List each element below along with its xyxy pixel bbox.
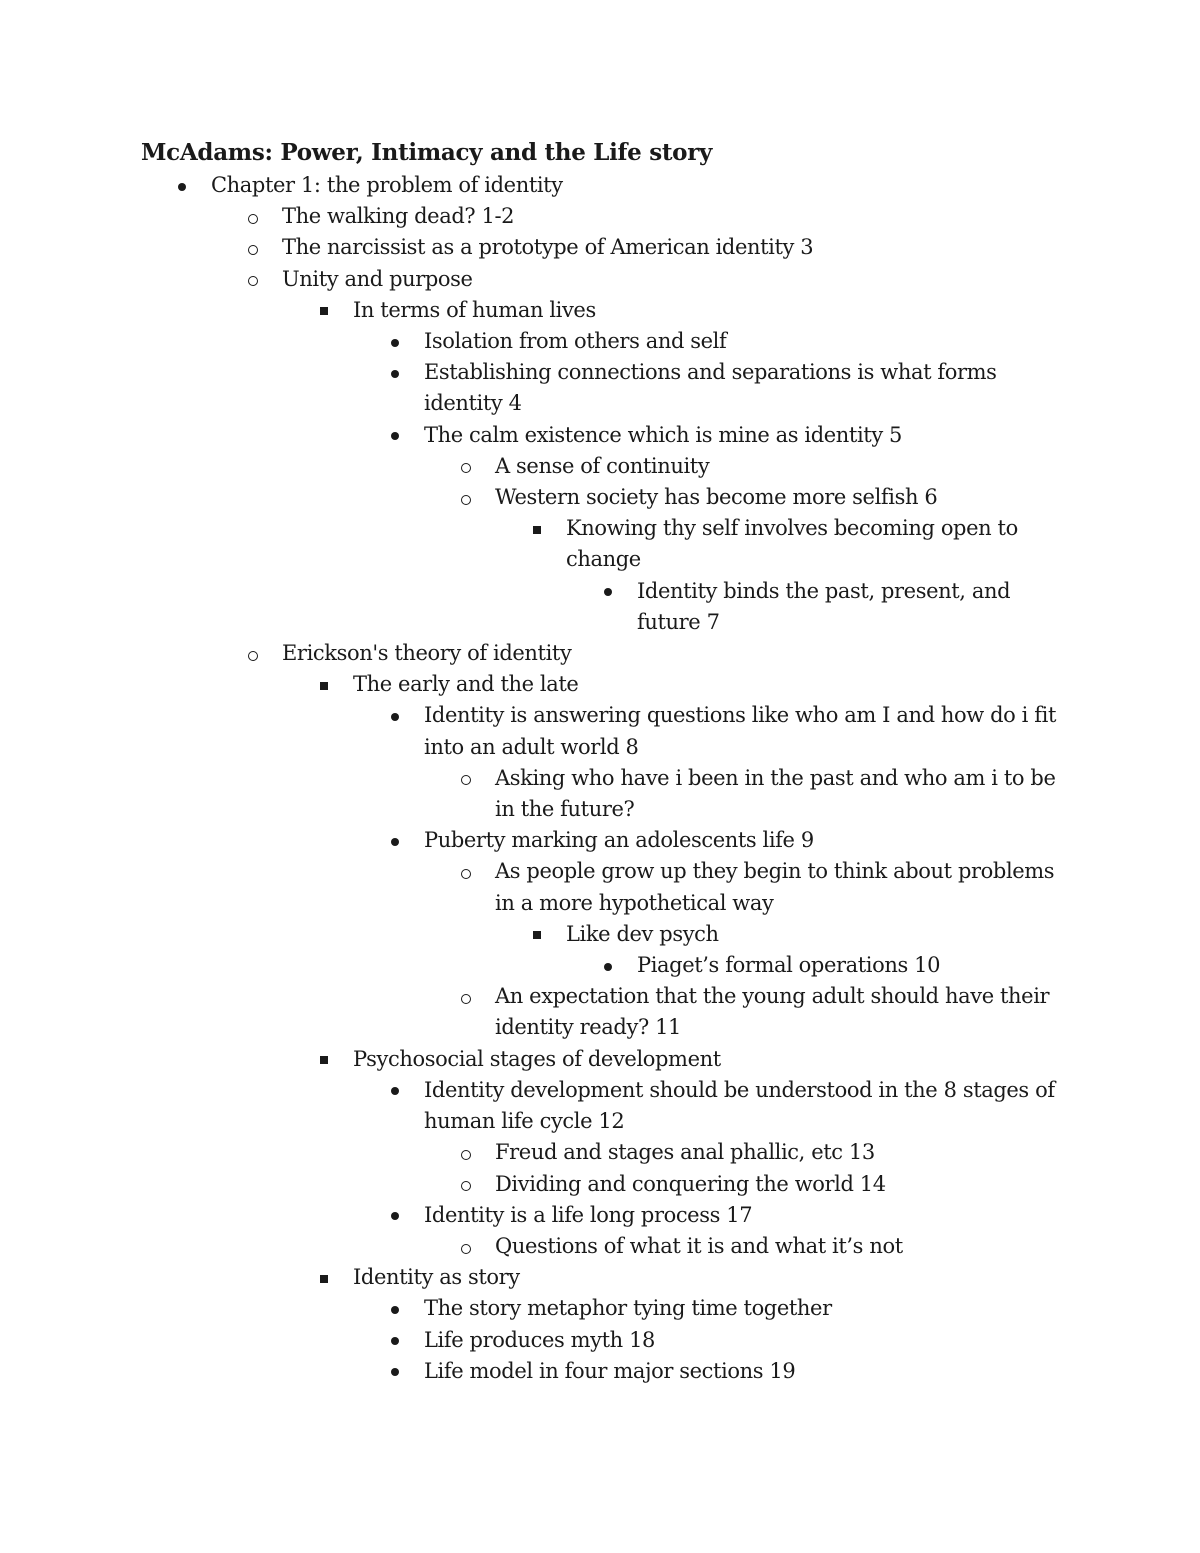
disc-bullet-icon — [388, 1325, 402, 1356]
circle-bullet-icon — [459, 482, 473, 513]
outline-item-text: Identity is answering questions like who am I and how do i fit into an adult world 8 — [424, 703, 1056, 759]
outline-item — [0, 1262, 1200, 1293]
outline-item-text: Life model in four major sections 19 — [424, 1358, 796, 1383]
disc-bullet-icon — [388, 357, 402, 388]
square-bullet-icon — [530, 513, 544, 544]
outline-item-text: Isolation from others and self — [424, 329, 727, 354]
disc-bullet-icon — [601, 950, 615, 981]
outline-item-text: The calm existence which is mine as identity 5 — [424, 422, 903, 447]
outline-item-text: Western society has become more selfish 6 — [495, 485, 938, 510]
outline-item-text: Puberty marking an adolescents life 9 — [424, 828, 814, 853]
outline-item-text: Unity and purpose — [282, 266, 473, 291]
document-title: McAdams: Power, Intimacy and the Life story — [141, 139, 713, 166]
disc-bullet-icon — [388, 1293, 402, 1324]
square-bullet-icon — [317, 669, 331, 700]
outline-item — [0, 950, 1200, 981]
outline-item — [0, 232, 1200, 263]
square-bullet-icon — [317, 1262, 331, 1293]
outline-item — [0, 576, 1200, 638]
outline-item — [0, 1075, 1200, 1137]
outline-item — [0, 1325, 1200, 1356]
outline-item — [0, 700, 1200, 762]
outline-item-text: The narcissist as a prototype of American identity 3 — [282, 235, 814, 260]
outline-item-text: In terms of human lives — [353, 297, 596, 322]
outline-item-text: Chapter 1: the problem of identity — [211, 173, 563, 197]
outline-item — [0, 482, 1200, 513]
outline-item-text: Erickson's theory of identity — [282, 641, 572, 666]
disc-bullet-icon — [175, 170, 189, 201]
circle-bullet-icon — [459, 1231, 473, 1262]
circle-bullet-icon — [459, 1137, 473, 1168]
outline-item-text: Identity development should be understood in the 8 stages of human life cycle 12 — [424, 1077, 1055, 1134]
square-bullet-icon — [317, 1044, 331, 1075]
outline-item — [0, 638, 1200, 669]
outline-item-text: The story metaphor tying time together — [424, 1296, 832, 1321]
outline-item — [0, 1293, 1200, 1324]
outline-item — [0, 1169, 1200, 1200]
outline-item-text: Psychosocial stages of development — [353, 1046, 721, 1071]
outline-item-text: Life produces myth 18 — [424, 1327, 656, 1352]
outline-item-text: The early and the late — [353, 672, 579, 697]
outline-item — [0, 1137, 1200, 1168]
outline-item — [0, 763, 1200, 825]
disc-bullet-icon — [388, 420, 402, 451]
disc-bullet-icon — [388, 1075, 402, 1106]
outline-item-text: Asking who have i been in the past and who am i to be in the future? — [495, 765, 1056, 822]
outline-item — [0, 201, 1200, 232]
outline-item — [0, 856, 1200, 918]
disc-bullet-icon — [388, 700, 402, 731]
outline-item-text: Establishing connections and separations is what forms identity 4 — [424, 360, 997, 416]
disc-bullet-icon — [388, 825, 402, 856]
outline-item — [0, 1044, 1200, 1075]
circle-bullet-icon — [459, 856, 473, 887]
circle-bullet-icon — [246, 201, 260, 232]
outline-item-text: The walking dead? 1-2 — [282, 204, 515, 229]
outline-item-text: Knowing thy self involves becoming open to change — [566, 516, 1018, 572]
outline-item-text: Piaget’s formal operations 10 — [637, 953, 941, 978]
outline-item-text: An expectation that the young adult should have their identity ready? 11 — [495, 984, 1050, 1040]
outline-list — [0, 170, 1200, 1387]
outline-item — [0, 513, 1200, 575]
outline-item-text: A sense of continuity — [495, 453, 710, 478]
outline-item — [0, 981, 1200, 1043]
outline-item-text: Dividing and conquering the world 14 — [495, 1171, 886, 1196]
outline-item-text: Questions of what it is and what it’s not — [495, 1233, 903, 1258]
circle-bullet-icon — [246, 232, 260, 263]
outline-item — [0, 295, 1200, 326]
outline-item — [0, 170, 1200, 201]
disc-bullet-icon — [601, 576, 615, 607]
circle-bullet-icon — [459, 981, 473, 1012]
circle-bullet-icon — [459, 763, 473, 794]
outline-item — [0, 1356, 1200, 1387]
circle-bullet-icon — [246, 264, 260, 295]
outline-item — [0, 451, 1200, 482]
outline-item — [0, 669, 1200, 700]
disc-bullet-icon — [388, 326, 402, 357]
outline-item — [0, 1200, 1200, 1231]
outline-item-text: Like dev psych — [566, 921, 719, 946]
outline-item — [0, 420, 1200, 451]
disc-bullet-icon — [388, 1356, 402, 1387]
outline-item — [0, 264, 1200, 295]
outline-item-text: Identity binds the past, present, and future 7 — [637, 578, 1011, 634]
disc-bullet-icon — [388, 1200, 402, 1231]
outline-item-text: As people grow up they begin to think about problems in a more hypothetical way — [495, 859, 1055, 915]
circle-bullet-icon — [459, 1169, 473, 1200]
outline-item — [0, 919, 1200, 950]
square-bullet-icon — [317, 295, 331, 326]
outline-item — [0, 357, 1200, 419]
outline-item — [0, 825, 1200, 856]
outline-item — [0, 1231, 1200, 1262]
circle-bullet-icon — [246, 638, 260, 669]
outline-item-text: Identity as story — [353, 1265, 520, 1290]
outline-item-text: Identity is a life long process 17 — [424, 1202, 753, 1227]
outline-item-text: Freud and stages anal phallic, etc 13 — [495, 1140, 875, 1165]
outline-item — [0, 326, 1200, 357]
circle-bullet-icon — [459, 451, 473, 482]
square-bullet-icon — [530, 919, 544, 950]
